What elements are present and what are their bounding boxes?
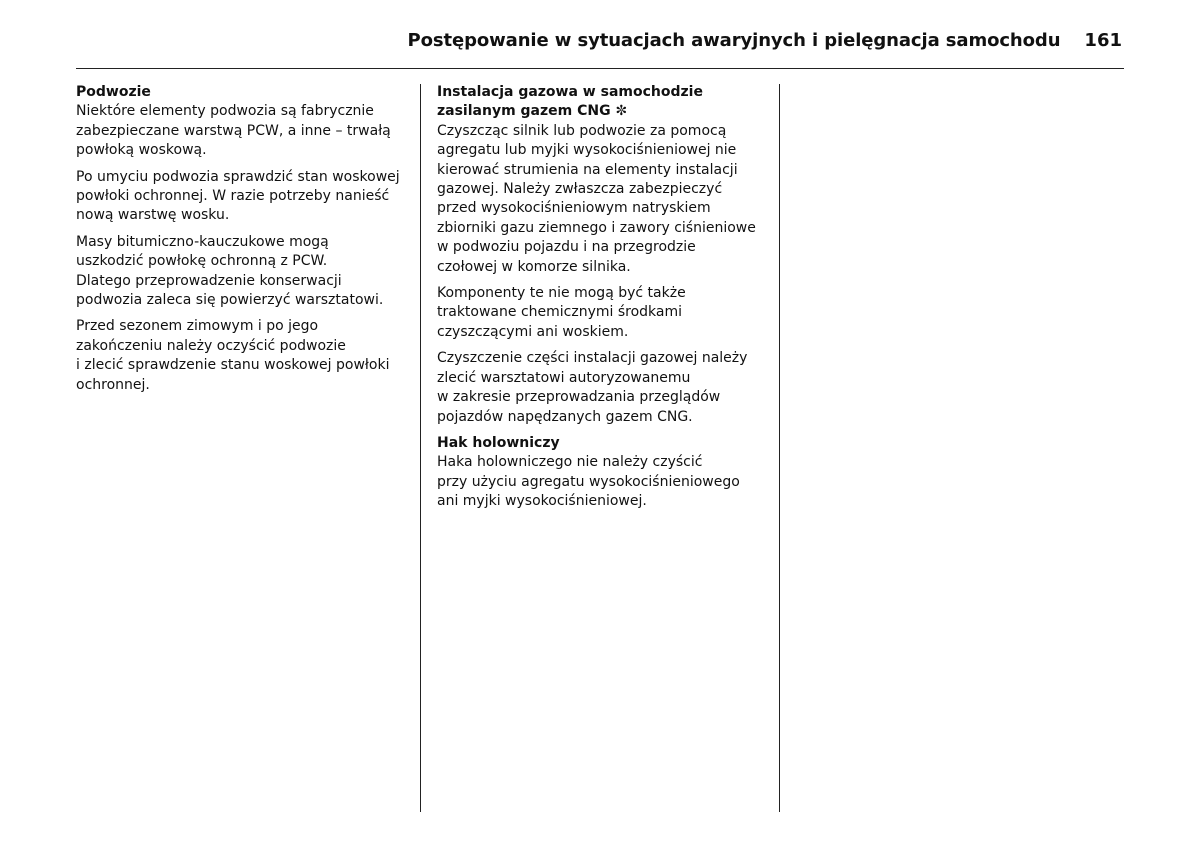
section-podwozie <box>76 83 406 395</box>
page-number: 161 <box>1084 30 1122 51</box>
chapter-title: Postępowanie w sytuacjach awaryjnych i pielęgnacja samochodu <box>407 30 1061 51</box>
paragraph: Po umyciu podwozia sprawdzić stan woskowej powłoki ochronnej. W razie potrzeby nanieść nową warstwę wosku. <box>76 168 400 224</box>
paragraph: Niektóre elementy podwozia są fabrycznie zabezpieczane warstwą PCW, a inne – trwałą powłoką woskową. <box>76 103 391 159</box>
paragraph: Przed sezonem zimowym i po jego zakończeniu należy oczyścić podwozie i zlecić sprawdzenie stanu woskowej powłoki ochronnej. <box>76 318 390 393</box>
cng-icon: ✼ <box>615 103 628 120</box>
section-heading: Hak holowniczy <box>437 434 560 451</box>
paragraph: Czyszcząc silnik lub podwozie za pomocą agregatu lub myjki wysokociśnieniowej nie kierować strumienia na elementy instalacji gazowej. Należy zwłaszcza zabezpieczyć przed wysokociśnieniowym natryskiem zbiorniki gazu ziemnego i zawory ciśnieniowe w podwoziu pojazdu i na przegrodzie czołowej w komorze silnika. <box>437 122 756 275</box>
heading-line: zasilanym gazem CNG <box>437 103 611 120</box>
column-divider-left <box>420 84 421 812</box>
heading-line: Instalacja gazowa w samochodzie <box>437 84 703 100</box>
paragraph: Czyszczenie części instalacji gazowej należy zlecić warsztatowi autoryzowanemu w zakresie przeprowadzania przeglądów pojazdów napędzanych gazem CNG. <box>437 350 748 425</box>
section-cng-installation <box>437 83 769 427</box>
column-divider-right <box>779 84 780 812</box>
section-tow-hook <box>437 434 769 512</box>
paragraph: Komponenty te nie mogą być także traktowane chemicznymi środkami czyszczącymi ani woskiem. <box>437 285 686 340</box>
column-middle <box>437 83 769 519</box>
paragraph: Haka holowniczego nie należy czyścić przy użyciu agregatu wysokociśnieniowego ani myjki wysokociśnieniowej. <box>437 454 740 510</box>
section-heading <box>437 83 769 122</box>
paragraph: Masy bitumiczno-kauczukowe mogą uszkodzić powłokę ochronną z PCW. Dlatego przeprowadzenie konserwacji podwozia zaleca się powierzyć warsztatowi. <box>76 233 384 309</box>
page-header <box>76 30 1122 58</box>
header-rule <box>76 68 1124 69</box>
section-heading: Podwozie <box>76 84 151 100</box>
column-left <box>76 83 406 402</box>
